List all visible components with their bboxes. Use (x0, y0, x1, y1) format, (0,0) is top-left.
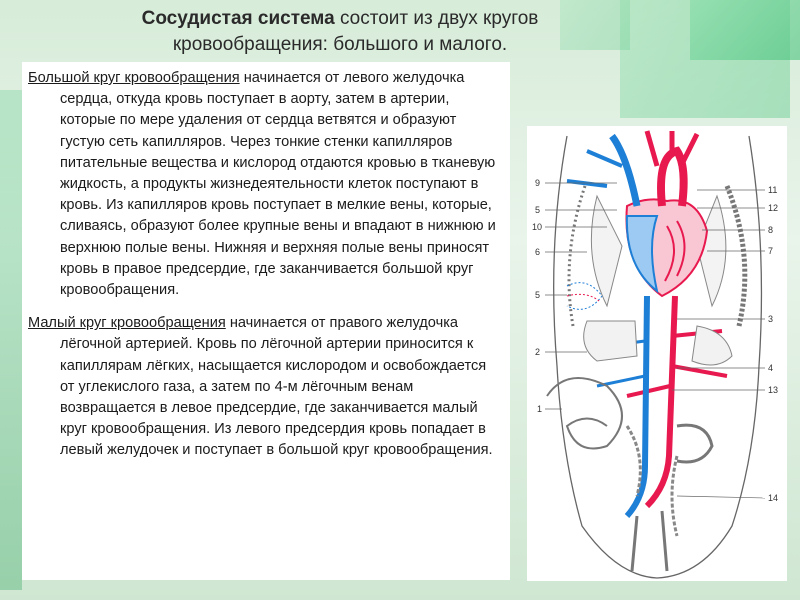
callout-label: 14 (768, 493, 779, 503)
rib-right (727, 186, 745, 326)
circulation-drawing (527, 126, 787, 581)
callout-label: 2 (535, 347, 541, 357)
carotid-arteries (647, 131, 697, 166)
title-rest: состоит из двух кругов кровообращения: большого и малого. (172, 8, 539, 55)
callout-label: 8 (768, 225, 774, 235)
callout-label: 5 (535, 205, 541, 215)
rib-left (569, 186, 585, 326)
descending-aorta (647, 296, 675, 506)
callout-label: 10 (532, 222, 543, 232)
lung-capillaries-arterial (567, 294, 599, 301)
subclavian-veins (567, 151, 622, 186)
kidney (692, 326, 732, 365)
callout-label: 7 (768, 246, 774, 256)
callout-label: 3 (768, 314, 774, 324)
callout-label: 13 (768, 385, 779, 395)
intestine-right (677, 425, 712, 462)
femoral-vessels (632, 511, 667, 571)
slide-title (120, 6, 560, 58)
term-systemic: Большой круг кровообращения (28, 70, 240, 86)
circulation-diagram (527, 126, 787, 581)
callout-label: 4 (768, 363, 774, 373)
superior-vena-cava (612, 136, 637, 206)
lung-left (591, 196, 622, 306)
callout-label: 6 (535, 247, 541, 257)
paragraph-text: начинается от левого желудочка сердца, откуда кровь поступает в аорту, затем в артерии, которые по мере удаления от сердца ветвятся и образуют густую сеть капилляров. Через тонкие стенки капилляров питательные вещества и кислород отдаются кровью в тканевую жидкость, а продукты жизнедеятельности клеток поступают в кровь. Из капилляров кровь поступает в мелкие вены, которые, сливаясь, образуют более крупные вены и впадают в нижнюю и верхнюю полые вены. Нижняя и верхняя полые вены приносят кровь в правое предсердие, где заканчивается большой круг кровообращения. (60, 70, 496, 299)
paragraph-systemic-circulation (28, 68, 502, 301)
decor-strip (0, 90, 22, 590)
text-panel (22, 62, 510, 580)
callout-label: 5 (535, 290, 541, 300)
decor-square (690, 0, 800, 60)
callout-label: 12 (768, 203, 779, 213)
callout-label: 1 (537, 404, 543, 414)
title-bold: Сосудистая система (141, 8, 335, 29)
paragraph-pulmonary-circulation (28, 313, 502, 461)
heart-right-side (627, 216, 657, 291)
lung-capillaries (567, 283, 602, 310)
aorta-arch (661, 151, 684, 206)
callout-label: 11 (768, 185, 778, 195)
paragraph-text: начинается от правого желудочка лёгочной артерией. Кровь по лёгочной артерии приносится к капиллярам лёгких, насыщается кислородом и освобождается от углекислого газа, а затем по 4-м лёгочным венам возвращается в левое предсердие, где заканчивается малый круг кровообращения. Из левого предсердия кровь попадает в левый желудочек и поступает в большой круг кровообращения. (60, 315, 493, 459)
liver (584, 321, 637, 361)
term-pulmonary: Малый круг кровообращения (28, 315, 226, 332)
callout-label: 9 (535, 178, 541, 188)
